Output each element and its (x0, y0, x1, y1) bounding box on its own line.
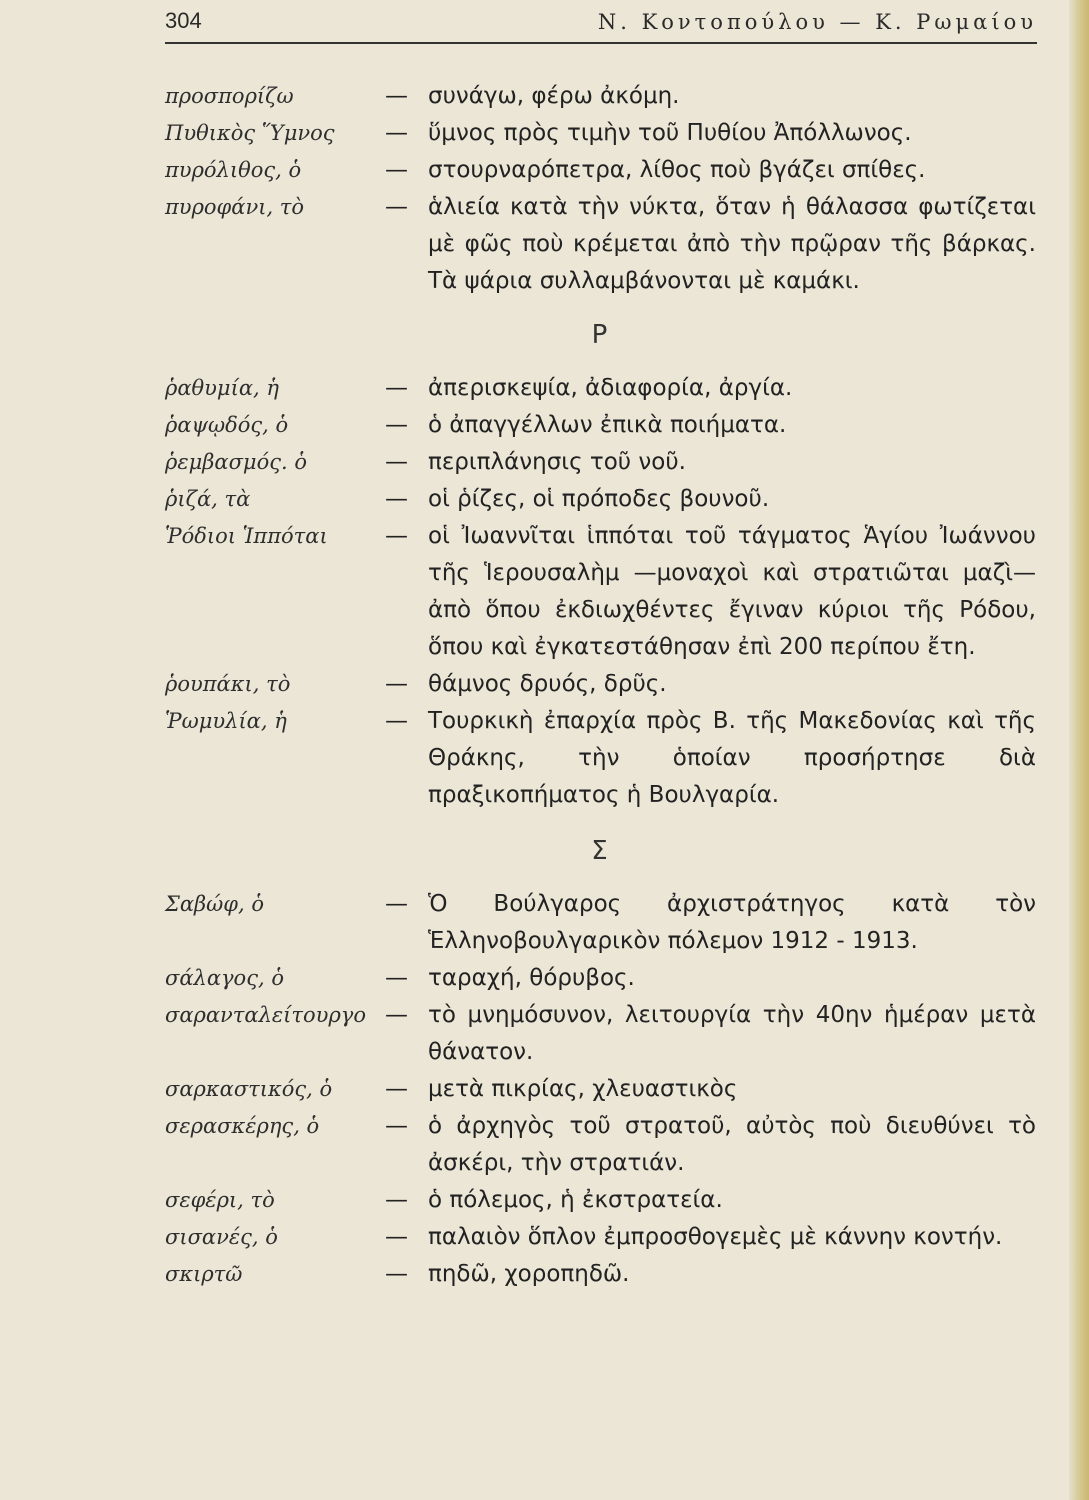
entry-dash: — (385, 965, 408, 991)
entry-definition: ἀπερισκεψία, ἀδιαφορία, ἀργία. (428, 375, 793, 401)
section-letter (0, 824, 1089, 886)
entry-dash: — (385, 1261, 408, 1287)
entry-definition: τὸ μνημόσυνον, λειτουργία τὴν 40ην ἡμέραν μετὰ θάνατον. (428, 1002, 1036, 1065)
entry-dash: — (385, 1187, 408, 1213)
entry-term: σερασκέρης, ὁ (165, 1114, 320, 1138)
entry-definition: παλαιὸν ὅπλον ἐμπροσθογεμὲς μὲ κάννην κοντήν. (428, 1224, 1003, 1250)
page-number: 304 (165, 8, 202, 33)
entry-definition: θάμνος δρυός, δρῦς. (428, 671, 667, 697)
entry-term: ῥουπάκι, τὸ (165, 672, 291, 696)
glossary-entry (0, 703, 1089, 814)
glossary-entry (0, 189, 1089, 300)
entry-term: σαρκαστικός, ὁ (165, 1077, 333, 1101)
entry-definition: στουρναρόπετρα, λίθος ποὺ βγάζει σπίθες. (428, 157, 926, 183)
glossary-entry (0, 1182, 1089, 1219)
entry-term: Σαβώφ, ὁ (165, 892, 264, 916)
entry-term: Ῥωμυλία, ἡ (165, 709, 287, 733)
entry-dash: — (385, 449, 408, 475)
entry-term: ῥεμβασμός. ὁ (165, 450, 307, 474)
entry-dash: — (385, 157, 408, 183)
entry-dash: — (385, 671, 408, 697)
glossary-entry (0, 518, 1089, 666)
entry-term: σεφέρι, τὸ (165, 1188, 275, 1212)
entry-definition: οἱ ῥίζες, οἱ πρόποδες βουνοῦ. (428, 486, 770, 512)
section-letter-text: Ρ (591, 320, 608, 350)
entry-dash: — (385, 1002, 408, 1028)
entry-term: ῥαθυμία, ἡ (165, 376, 279, 400)
entry-term: ῥιζά, τὰ (165, 487, 251, 511)
entry-definition: πηδῶ, χοροπηδῶ. (428, 1261, 630, 1287)
glossary-section (0, 78, 1089, 300)
entry-dash: — (385, 194, 408, 220)
glossary-entry (0, 1219, 1089, 1256)
glossary (0, 78, 1089, 1293)
glossary-entry (0, 1071, 1089, 1108)
glossary-entry (0, 78, 1089, 115)
entry-dash: — (385, 1113, 408, 1139)
entry-dash: — (385, 83, 408, 109)
entry-term: προσπορίζω (165, 84, 294, 108)
entry-term: πυρόλιθος, ὁ (165, 158, 302, 182)
entry-definition: μετὰ πικρίας, χλευαστικὸς (428, 1076, 738, 1102)
entry-term: σισανές, ὁ (165, 1225, 278, 1249)
running-title: Ν. Κοντοπούλου — Κ. Ρωμαίου (597, 10, 1037, 34)
entry-term: Πυθικὸς Ὕμνος (165, 121, 335, 145)
entry-dash: — (385, 375, 408, 401)
glossary-entry (0, 407, 1089, 444)
entry-dash: — (385, 120, 408, 146)
page-header (165, 8, 1037, 42)
section-letter (0, 308, 1089, 370)
glossary-entry (0, 960, 1089, 997)
entry-definition: συνάγω, φέρω ἀκόμη. (428, 83, 680, 109)
glossary-section (0, 308, 1089, 814)
glossary-entry (0, 886, 1089, 960)
entry-definition: ταραχή, θόρυβος. (428, 965, 635, 991)
entry-dash: — (385, 1076, 408, 1102)
glossary-entry (0, 444, 1089, 481)
glossary-entry (0, 481, 1089, 518)
entry-dash: — (385, 891, 408, 917)
glossary-entry (0, 115, 1089, 152)
entry-definition: Τουρκικὴ ἐπαρχία πρὸς Β. τῆς Μακεδονίας καὶ τῆς Θράκης, τὴν ὁποίαν προσήρτησε διὰ πραξικοπήματος ἡ Βουλγαρία. (428, 708, 1036, 808)
glossary-entry (0, 1256, 1089, 1293)
glossary-entry (0, 997, 1089, 1071)
section-letter-text: Σ (591, 836, 608, 866)
entry-definition: περιπλάνησις τοῦ νοῦ. (428, 449, 686, 475)
entry-definition: οἱ Ἰωαννῖται ἱππόται τοῦ τάγματος Ἁγίου Ἰωάννου τῆς Ἱερουσαλὴμ —μοναχοὶ καὶ στρατιῶται μαζὶ— ἀπὸ ὅπου ἐκδιωχθέντες ἔγιναν κύριοι τῆς Ρόδου, ὅπου καὶ ἐγκατεστάθησαν ἐπὶ 200 περίπου ἔτη. (428, 523, 1036, 660)
entry-dash: — (385, 486, 408, 512)
entry-term: σκιρτῶ (165, 1262, 243, 1286)
entry-term: Ῥόδιοι Ἱππόται (165, 524, 328, 548)
entry-term: ῥαψῳδός, ὁ (165, 413, 289, 437)
entry-dash: — (385, 1224, 408, 1250)
entry-definition: ὁ ἀρχηγὸς τοῦ στρατοῦ, αὐτὸς ποὺ διευθύνει τὸ ἀσκέρι, τὴν στρατιάν. (428, 1113, 1036, 1176)
entry-dash: — (385, 412, 408, 438)
entry-term: σαρανταλείτουργο (165, 1003, 366, 1027)
glossary-entry (0, 666, 1089, 703)
entry-dash: — (385, 523, 408, 549)
entry-term: πυροφάνι, τὸ (165, 195, 305, 219)
glossary-entry (0, 1108, 1089, 1182)
entry-definition: ἁλιεία κατὰ τὴν νύκτα, ὅταν ἡ θάλασσα φωτίζεται μὲ φῶς ποὺ κρέμεται ἀπὸ τὴν πρῷραν τῆς βάρκας. Τὰ ψάρια συλλαμβάνονται μὲ καμάκι. (428, 194, 1036, 294)
glossary-entry (0, 370, 1089, 407)
glossary-entry (0, 152, 1089, 189)
glossary-section (0, 824, 1089, 1293)
entry-term: σάλαγος, ὁ (165, 966, 284, 990)
entry-definition: ὕμνος πρὸς τιμὴν τοῦ Πυθίου Ἀπόλλωνος. (428, 120, 912, 146)
entry-dash: — (385, 708, 408, 734)
entry-definition: ὁ πόλεμος, ἡ ἐκστρατεία. (428, 1187, 723, 1213)
header-rule (165, 42, 1037, 44)
entry-definition: Ὁ Βούλγαρος ἀρχιστράτηγος κατὰ τὸν Ἑλληνοβουλγαρικὸν πόλεμον 1912 - 1913. (428, 891, 1036, 954)
entry-definition: ὁ ἀπαγγέλλων ἐπικὰ ποιήματα. (428, 412, 787, 438)
